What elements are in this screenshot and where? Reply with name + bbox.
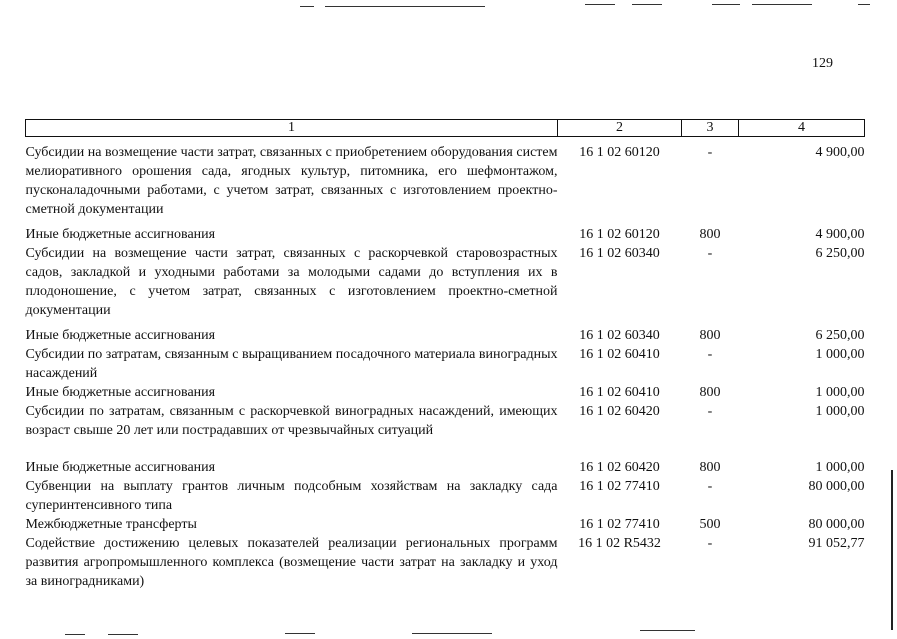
row-amount: 80 000,00 xyxy=(808,517,865,532)
scan-artifact xyxy=(752,4,812,5)
row-description: Субсидии на возмещение части затрат, связанных с приобретением оборудования систем мелиоративного орошения сада, ягодных культур, питомника, его шефмонтажом, пусконаладочными работами, с учетом затрат, связанных с изготовлением проектно-сметной документации xyxy=(25,145,558,217)
row-description: Содействие достижению целевых показателей реализации региональных программ развития агропромышленного комплекса (возмещение части затрат на закладку и уход за виноградниками) xyxy=(25,536,558,589)
row-amount: 1 000,00 xyxy=(815,347,865,362)
row-description: Субвенции на выплату грантов личным подсобным хозяйствам на закладку сада суперинтенсивного типа xyxy=(25,479,558,513)
table-header-row xyxy=(26,120,865,137)
budget-table xyxy=(25,119,865,591)
table-row xyxy=(26,402,865,440)
row-description: Субсидии по затратам, связанным с раскорчевкой виноградных насаждений, имеющих возраст свыше 20 лет или пострадавших от чрезвычайных ситуаций xyxy=(25,404,558,438)
scan-artifact xyxy=(300,6,314,7)
row-amount: 6 250,00 xyxy=(815,328,865,343)
row-code: 16 1 02 60410 xyxy=(579,347,660,362)
row-code: 16 1 02 77410 xyxy=(579,479,660,494)
header-cell-3: 3 xyxy=(682,120,739,137)
row-amount: 91 052,77 xyxy=(808,536,865,551)
table-row xyxy=(26,326,865,345)
scan-artifact xyxy=(858,4,870,5)
scan-artifact xyxy=(632,4,662,5)
table-row xyxy=(26,244,865,320)
row-amount: 1 000,00 xyxy=(815,404,865,419)
table-row xyxy=(26,225,865,244)
row-code: 16 1 02 60340 xyxy=(579,328,660,343)
page-number: 129 xyxy=(812,56,833,71)
header-cell-2: 2 xyxy=(558,120,682,137)
table-row xyxy=(26,515,865,534)
table-row xyxy=(26,458,865,477)
row-code: 16 1 02 R5432 xyxy=(578,536,661,551)
row-amount: 6 250,00 xyxy=(815,246,865,261)
row-description: Межбюджетные трансферты xyxy=(25,517,197,532)
row-code: 16 1 02 60420 xyxy=(579,460,660,475)
scan-edge-line xyxy=(891,470,893,630)
row-expense-type: - xyxy=(707,536,713,551)
row-amount: 4 900,00 xyxy=(815,227,865,242)
row-expense-type: - xyxy=(707,246,713,261)
row-expense-type: - xyxy=(707,347,713,362)
row-description: Иные бюджетные ассигнования xyxy=(25,460,216,475)
scan-artifact xyxy=(712,4,740,5)
row-expense-type: - xyxy=(707,479,713,494)
row-expense-type: 800 xyxy=(699,385,721,400)
row-expense-type: 500 xyxy=(699,517,721,532)
scan-artifact xyxy=(585,4,615,5)
scan-artifact xyxy=(108,634,138,635)
row-description: Иные бюджетные ассигнования xyxy=(25,385,216,400)
row-code: 16 1 02 60120 xyxy=(579,145,660,160)
row-code: 16 1 02 60420 xyxy=(579,404,660,419)
scan-artifact xyxy=(65,634,85,635)
scan-artifact xyxy=(412,633,492,634)
scan-artifact xyxy=(285,633,315,634)
row-amount: 1 000,00 xyxy=(815,460,865,475)
row-expense-type: - xyxy=(707,404,713,419)
scan-artifact xyxy=(325,6,485,7)
header-cell-1: 1 xyxy=(26,120,558,137)
row-code: 16 1 02 60120 xyxy=(579,227,660,242)
row-expense-type: - xyxy=(707,145,713,160)
spacer xyxy=(26,440,865,458)
row-description: Иные бюджетные ассигнования xyxy=(25,227,216,242)
row-amount: 1 000,00 xyxy=(815,385,865,400)
row-description: Субсидии на возмещение части затрат, связанных с раскорчевкой старовозрастных садов, закладкой и уходными работами за молодыми садами до вступления их в плодоношение, с учетом затрат, связанных с изготовлением проектно-сметной документации xyxy=(25,246,558,318)
row-expense-type: 800 xyxy=(699,227,721,242)
table-row xyxy=(26,345,865,383)
row-code: 16 1 02 60340 xyxy=(579,246,660,261)
row-description: Иные бюджетные ассигнования xyxy=(25,328,216,343)
table-row xyxy=(26,534,865,591)
row-code: 16 1 02 60410 xyxy=(579,385,660,400)
scan-artifact xyxy=(640,630,695,631)
row-expense-type: 800 xyxy=(699,460,721,475)
row-expense-type: 800 xyxy=(699,328,721,343)
table-row xyxy=(26,143,865,219)
row-code: 16 1 02 77410 xyxy=(579,517,660,532)
row-amount: 4 900,00 xyxy=(815,145,865,160)
header-cell-4: 4 xyxy=(739,120,865,137)
table-row xyxy=(26,477,865,515)
row-description: Субсидии по затратам, связанным с выращиванием посадочного материала виноградных насаждений xyxy=(25,347,558,381)
row-amount: 80 000,00 xyxy=(808,479,865,494)
table-row xyxy=(26,383,865,402)
